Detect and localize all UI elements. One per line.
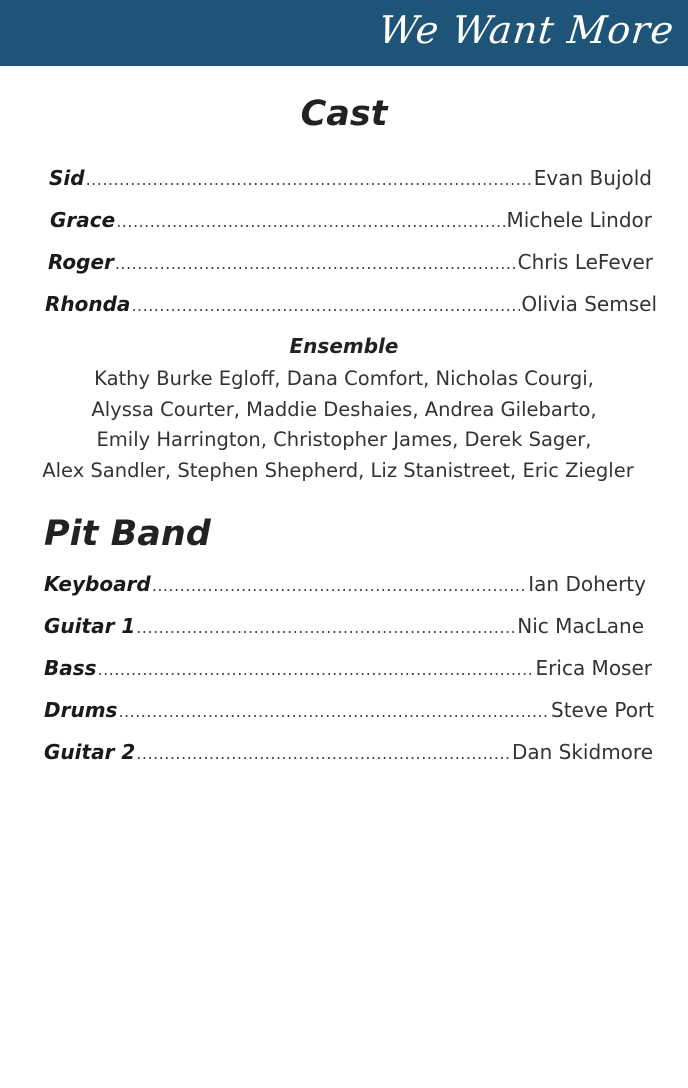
ensemble-line: Emily Harrington, Christopher James, Derek Sager, — [96, 428, 592, 451]
cast-row — [48, 250, 653, 278]
cast-row — [49, 166, 652, 194]
dot-leader — [115, 254, 517, 273]
dot-leader — [98, 660, 535, 679]
cast-heading: Cast — [300, 94, 388, 134]
role-name: Guitar 2 — [44, 740, 136, 764]
pit-band-heading: Pit Band — [44, 514, 211, 554]
performer-name: Michele Lindor — [506, 208, 652, 232]
ensemble-line: Alyssa Courter, Maddie Deshaies, Andrea Gilebarto, — [91, 398, 597, 421]
dot-leader — [131, 296, 520, 315]
role-name: Roger — [48, 250, 114, 274]
role-name: Rhonda — [45, 292, 131, 316]
band-row — [44, 656, 652, 684]
dot-leader — [118, 702, 550, 721]
dot-leader — [136, 618, 516, 637]
role-name: Bass — [44, 656, 97, 680]
role-name: Drums — [44, 698, 118, 722]
performer-name: Olivia Semsel — [521, 292, 657, 316]
ensemble-line: Alex Sandler, Stephen Shepherd, Liz Stanistreet, Eric Ziegler — [42, 459, 634, 482]
ensemble-heading: Ensemble — [289, 334, 399, 358]
performer-name: Steve Port — [551, 698, 654, 722]
performer-name: Erica Moser — [535, 656, 652, 680]
dot-leader — [116, 212, 505, 231]
dot-leader — [152, 576, 528, 595]
performer-name: Ian Doherty — [528, 572, 646, 596]
role-name: Sid — [49, 166, 85, 190]
dot-leader — [136, 744, 511, 763]
role-name: Grace — [50, 208, 116, 232]
show-title: We Want More — [376, 8, 677, 52]
performer-name: Evan Bujold — [533, 166, 652, 190]
role-name: Keyboard — [44, 572, 151, 596]
performer-name: Chris LeFever — [517, 250, 653, 274]
band-row — [44, 572, 646, 600]
dot-leader — [86, 170, 533, 189]
ensemble-line: Kathy Burke Egloff, Dana Comfort, Nicholas Courgi, — [94, 367, 594, 390]
role-name: Guitar 1 — [44, 614, 136, 638]
performer-name: Nic MacLane — [517, 614, 644, 638]
band-row — [44, 614, 644, 642]
header-banner — [0, 0, 688, 66]
band-row — [44, 698, 654, 726]
performer-name: Dan Skidmore — [511, 740, 653, 764]
cast-row — [45, 292, 657, 320]
band-row — [44, 740, 653, 768]
cast-row — [50, 208, 652, 236]
